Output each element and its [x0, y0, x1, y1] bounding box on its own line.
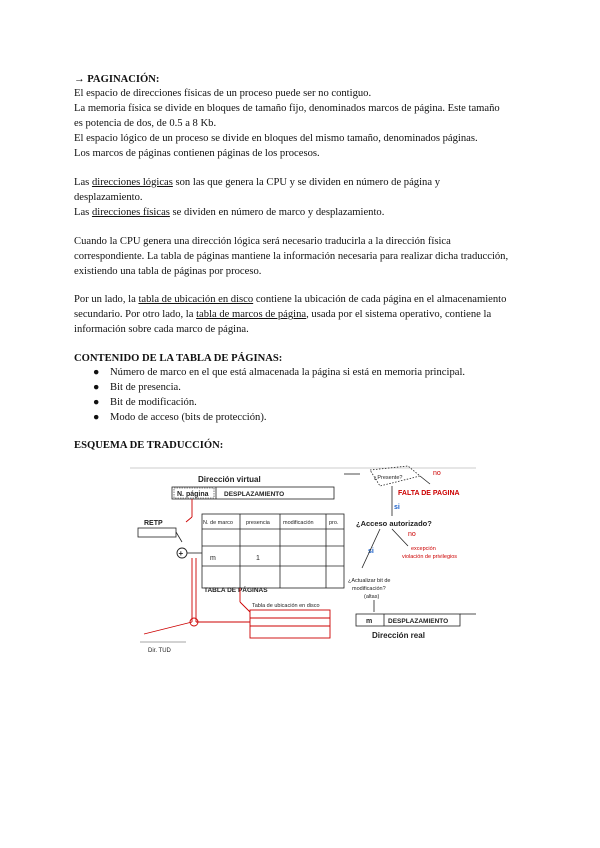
paragraph-line: Cuando la CPU genera una dirección lógica será necesario traducirla a la dirección física [74, 236, 451, 247]
real-displacement: DESPLAZAMIENTO [388, 618, 449, 625]
displacement-label: DESPLAZAMIENTO [224, 491, 285, 498]
paragraph-line [74, 307, 491, 322]
dir-tud-label: Dir. TUD [148, 648, 171, 652]
paragraph-line: El espacio de direcciones físicas de un proceso puede ser no contiguo. [74, 88, 372, 99]
update-bit-question: ¿Actualizar bit de [348, 578, 391, 584]
text: secundario. Por otro lado, la [74, 309, 197, 320]
disk-table-term: tabla de ubicación en disco [138, 294, 254, 305]
bullet-icon: ● [93, 367, 100, 378]
si-label: si [394, 504, 400, 511]
real-address-label: Dirección real [372, 631, 425, 640]
update-bit-question: (altas) [364, 594, 380, 600]
text: , usada por el sistema operativo, contiene la [306, 309, 492, 320]
no-label: no [433, 470, 441, 477]
cell-presence-one: 1 [256, 555, 260, 562]
virtual-address-label: Dirección virtual [198, 475, 261, 484]
col-protection: pro. [329, 520, 339, 526]
paragraph-line [74, 205, 384, 220]
access-question: ¿Acceso autorizado? [356, 519, 432, 528]
list-item: Bit de modificación. [110, 397, 197, 408]
text: Las [74, 207, 92, 218]
physical-addresses-term: direcciones físicas [91, 207, 170, 218]
retp-label: RETP [144, 520, 163, 527]
exception-label: excepción [411, 546, 436, 552]
logical-addresses-term: direcciones lógicas [91, 177, 173, 188]
page-table-caption: TABLA DE PÁGINAS [204, 587, 268, 594]
bullet-icon: ● [93, 382, 100, 393]
paragraph-line [74, 175, 440, 190]
no-label: no [408, 531, 416, 538]
translation-diagram [130, 462, 476, 652]
list-item: Modo de acceso (bits de protección). [110, 412, 267, 423]
text: Por un lado, la [74, 294, 139, 305]
paragraph-line: correspondiente. La tabla de páginas mantiene la información necesaria para realizar dicha traducción, [74, 251, 509, 262]
disk-table-caption: Tabla de ubicación en disco [252, 603, 320, 609]
paragraph-line: desplazamiento. [74, 192, 143, 203]
cell-frame-m: m [210, 555, 216, 562]
retp-register [138, 528, 176, 537]
table-contents-heading: CONTENIDO DE LA TABLA DE PÁGINAS: [74, 353, 283, 364]
paragraph-line: La memoria física se divide en bloques de tamaño fijo, denominados marcos de página. Este tamaño [74, 103, 500, 114]
paging-heading: → PAGINACIÓN: [74, 74, 160, 85]
paragraph-line [74, 292, 506, 307]
text: son las que genera la CPU y se dividen en número de página y [172, 177, 440, 188]
paragraph-line: información sobre cada marco de página. [74, 324, 249, 335]
scheme-heading: ESQUEMA DE TRADUCCIÓN: [74, 440, 224, 451]
bullet-icon: ● [93, 412, 100, 423]
text: contiene la ubicación de cada página en el almacenamiento [253, 294, 507, 305]
update-bit-question: modificación? [352, 586, 386, 592]
text: se dividen en número de marco y desplazamiento. [169, 207, 385, 218]
col-frame-number: N. de marco [203, 520, 233, 526]
list-item: Número de marco en el que está almacenada la página si está en memoria principal. [110, 367, 466, 378]
list-item: Bit de presencia. [110, 382, 181, 393]
page-fault-label: FALTA DE PAGINA [398, 490, 460, 497]
privilege-violation-label: violación de privilegios [402, 554, 458, 560]
col-modification: modificación [283, 520, 314, 526]
svg-text:+: + [178, 549, 184, 558]
paragraph-line: El espacio lógico de un proceso se divide en bloques del mismo tamaño, denominados páginas. [74, 133, 478, 144]
paragraph-line: Los marcos de páginas contienen páginas de los procesos. [74, 148, 320, 159]
paragraph-line: existiendo una tabla de páginas por proceso. [74, 266, 262, 277]
text: Las [74, 177, 92, 188]
bullet-icon: ● [93, 397, 100, 408]
frame-table-term: tabla de marcos de página [196, 309, 307, 320]
si-label: si [368, 548, 374, 555]
disk-table [250, 610, 330, 638]
col-presence: presencia [246, 520, 270, 526]
page-number-label: N. página [177, 491, 209, 498]
present-question: ¿Presente? [374, 475, 403, 481]
real-frame-m: m [366, 618, 373, 625]
paragraph-line: es potencia de dos, de 0.5 a 8 Kb. [74, 118, 217, 129]
